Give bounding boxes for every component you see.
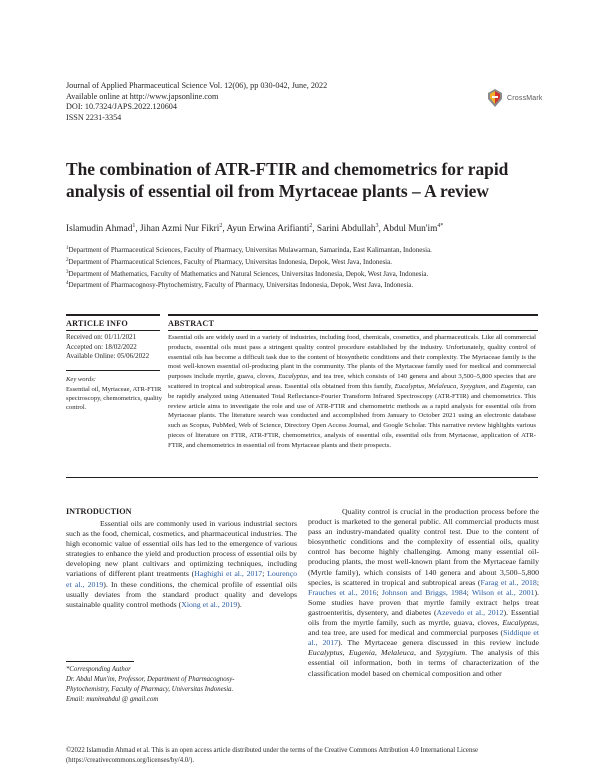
corresponding-label: *Corresponding Author — [66, 666, 131, 673]
journal-doi[interactable]: DOI: 10.7324/JAPS.2022.120604 — [66, 102, 177, 112]
author-name: Abdul Mun'im — [382, 224, 438, 234]
abstract-text: Essential oils are widely used in a variety of industries, including food, chemicals, cosmetics, and pharmaceuticals. Like all commercial products, essential oils must pass a stringent quality control procedure established by the industry. Unfortunately, quality control of essential oils has become a difficult task due to the content of biosynthetic conditions and their complexity. The Myrtaceae family is the most well-known essential oil-producing plant in the community. The plants of the Myrtaceae family used for medical and commercial purposes include myrtle, guava, cloves, — [168, 334, 536, 381]
author-name: Islamudin Ahmad — [66, 224, 133, 234]
affiliation-text: Department of Pharmaceutical Sciences, Faculty of Pharmacy, Universitas Indonesia, Depok, West Java, Indonesia. — [68, 257, 392, 266]
article-info-heading: ARTICLE INFO — [66, 319, 128, 328]
body-text: Quality control is crucial in the production process before the product is marketed to the general public. All commercial products must pass an industry-mandated quality control test. Due to the content of biosynthetic conditions and the complexity of essential oils, quality control has become highly challenging. Among many essential oil-producing plants, the most well-known plant from the Myrtaceae family (Myrtle family), which consists of 140 genera and about 3,500–5,800 species, is scattered in tropical and subtropical areas ( — [308, 507, 539, 587]
introduction-paragraph — [308, 507, 539, 679]
introduction-paragraph — [66, 519, 297, 610]
author-name: Sarini Abdullah — [316, 224, 376, 234]
author-affiliation-mark: 4* — [437, 223, 444, 229]
journal-issn: ISSN 2231-3354 — [66, 112, 122, 122]
body-text: . The analysis of this essential oil information, both in terms of characterization of the classification model based on chemical composition and other — [308, 648, 539, 678]
abstract-text: , can be rapidly analyzed using Attenuated Total Reflectance-Fourier Transform Infrared Spectroscopy (ATR-FTIR) and chemometrics. This review article aims to investigate the role and use of ATR-FTIR and chemometric methods as a rapid analysis for essential oils from Myrtaceae plants. The literature search was conducted and accomplished from January to October 2021 using an electronic database such as Scopus, PubMed, Web of Science, Directory Open Access Journal, and Google Scholar. This narrative review highlights various pieces of literature on FTIR, ATR-FTIR, chemometrics, analysis of essential oils, essential oils from Myrtaceae, application of ATR-FTIR, and chemometrics in essential oil from Myrtaceae plants and their prospects. — [168, 382, 536, 449]
body-text: ). In these conditions, the chemical profile of essential oils usually deviates from the standard product quality and develops sustainable quality control methods ( — [66, 579, 298, 609]
author-list: Islamudin Ahmad$^1$, Jihan Azmi Nur Fikri$^2$, Ayun Erwina Arifianti$^2$, Sarini Abdullah$^3$, Abdul $Mun'im^{4*}$ — [66, 223, 444, 234]
affiliation-list — [66, 244, 546, 291]
affiliation — [66, 268, 546, 280]
body-text: ; — [466, 587, 472, 597]
abstract-genus: Eugenia — [500, 382, 524, 390]
abstract-text: , and tea tree, which consists of 140 genera and about 3,500–5,800 species that are scattered in tropical and subtropical areas. Essential oils obtained from this family, — [168, 373, 536, 390]
body-text: , and — [413, 648, 436, 658]
author-affiliation-mark: 3 — [375, 223, 379, 229]
crossmark-icon — [486, 88, 504, 108]
citation-link[interactable]: Farag et al., 2018 — [480, 577, 537, 587]
author-affiliation-mark: 1 — [132, 223, 136, 229]
author-name: Jihan Azmi Nur Fikri — [140, 224, 220, 234]
corresponding-line: Dr. Abdul Mun'im, Professor, Department of Pharmacognosy- — [66, 676, 235, 683]
license-footer: ©2022 Islamudin Ahmad et al. This is an open access article distributed under the terms of the Creative Commons Attribution 4.0 International License (https://creativecommons.org/licenses/by/4.0/). — [66, 747, 479, 764]
body-text: ; — [262, 569, 268, 579]
affiliation-mark: 4 — [66, 281, 69, 287]
citation-link[interactable]: Azevedo et al., 2012 — [436, 607, 504, 617]
genus-name: Eucalyptus, Eugenia, Melaleuca — [308, 648, 414, 658]
body-text: , and tea tree, are used for medical and commercial purposes ( — [308, 618, 539, 638]
body-text: ; — [536, 577, 539, 587]
keywords-label: Key words: — [66, 376, 96, 383]
abstract-body — [168, 333, 536, 451]
introduction-left-column — [66, 519, 297, 610]
crossmark-label: CrossMark — [507, 94, 543, 102]
affiliation-text: Department of Pharmaceutical Sciences, Faculty of Pharmacy, Universitas Mulawarman, Samarinda, East Kalimantan, Indonesia. — [68, 246, 432, 254]
available-date: Available Online: 05/06/2022 — [66, 352, 150, 360]
affiliation-mark: 1 — [66, 246, 69, 251]
author-affiliation-mark: 2 — [309, 223, 313, 229]
received-date: Received on: 01/11/2021 — [66, 333, 137, 341]
genus-name: Syzygium — [435, 648, 466, 658]
accepted-date: Accepted on: 18/02/2022 — [66, 342, 137, 351]
affiliation — [66, 256, 546, 268]
genus-name: Eucalyptus — [502, 618, 538, 628]
corresponding-author — [66, 665, 235, 705]
introduction-right-column — [308, 507, 539, 679]
author-name: Ayun Erwina Arifianti — [226, 224, 310, 234]
body-text: ). The Myrtaceae genera discussed in this review include — [338, 638, 539, 648]
corresponding-line: Phytochemistry, Faculty of Pharmacy, Universitas Indonesia. — [66, 686, 234, 693]
body-text: Essential oils are commonly used in various industrial sectors such as the food, chemical, cosmetics, and pharmaceutical industries. The high economic value of essential oils has led to the emergence of various strategies to enhance the yield and production process of essential oils by developing new plant cultivars and optimizing techniques, including variations of different plant treatments ( — [66, 519, 297, 579]
citation-link[interactable]: Johnson and Briggs, 1984 — [381, 587, 467, 597]
keywords-divider — [66, 370, 160, 371]
article-info-top-rule — [66, 314, 160, 316]
abstract-text: , and — [485, 382, 501, 390]
corresponding-email[interactable]: Email: munimabdul @ gmail.com — [66, 696, 159, 703]
journal-available-online: Available online at http://www.japsonline.com — [66, 91, 219, 101]
crossmark-badge[interactable] — [486, 88, 543, 108]
keywords: Essential oil, Myrtaceae, ATR-FTIR spectroscopy, chemometrics, quality control. — [66, 386, 162, 411]
introduction-heading: INTRODUCTION — [66, 507, 132, 516]
affiliation-text: Department of Mathematics, Faculty of Mathematics and Natural Sciences, Universitas Indonesia, Depok, West Java, Indonesia. — [68, 269, 429, 278]
abstract-genus: Eucalyptus, Melaleuca, Syzygium — [394, 382, 486, 390]
article-info-divider — [66, 330, 160, 331]
abstract-top-rule — [168, 314, 538, 316]
citation-link[interactable]: Xiong et al., 2019 — [181, 599, 238, 609]
article-title: The combination of ATR-FTIR and chemometrics for rapid analysis of essential oil from Myrtaceae plants – A review — [66, 159, 509, 201]
citation-link[interactable]: Frauches et al., 2016 — [308, 587, 377, 597]
affiliation-text: Department of Pharmacognosy-Phytochemistry, Faculty of Pharmacy, Universitas Indonesia, Depok, West Java, Indonesia. — [68, 281, 414, 290]
citation-link[interactable]: Lourenço et al., 2019 — [66, 569, 297, 589]
journal-header — [66, 81, 327, 123]
body-text: ). Some studies have proven that myrtle family extract helps treat gastroenteritis, dysentery, and diabetes ( — [308, 587, 539, 617]
abstract-bottom-rule — [66, 477, 538, 478]
abstract-divider — [168, 330, 538, 331]
body-text: ). — [237, 599, 242, 609]
affiliation-mark: 2 — [66, 257, 69, 263]
body-text: ; — [376, 587, 382, 597]
affiliation-mark: 3 — [66, 269, 69, 275]
affiliation — [66, 244, 546, 256]
citation-link[interactable]: Wilson et al., 2001 — [471, 587, 535, 597]
abstract-heading: ABSTRACT — [168, 319, 215, 328]
journal-citation: Journal of Applied Pharmaceutical Science Vol. 12(06), pp 030-042, June, 2022 — [66, 81, 328, 90]
citation-link[interactable]: Siddique et al., 2017 — [308, 628, 539, 648]
article-dates — [66, 333, 149, 362]
affiliation — [66, 279, 546, 291]
abstract-genus: Eucalyptus — [278, 373, 308, 381]
citation-link[interactable]: Haghighi et al., 2017 — [194, 569, 263, 579]
author-affiliation-mark: 2 — [219, 223, 223, 229]
body-text: ). Essential oils from the myrtle family, such as myrtle, guava, cloves, — [308, 607, 539, 628]
footnote-rule — [66, 661, 134, 662]
